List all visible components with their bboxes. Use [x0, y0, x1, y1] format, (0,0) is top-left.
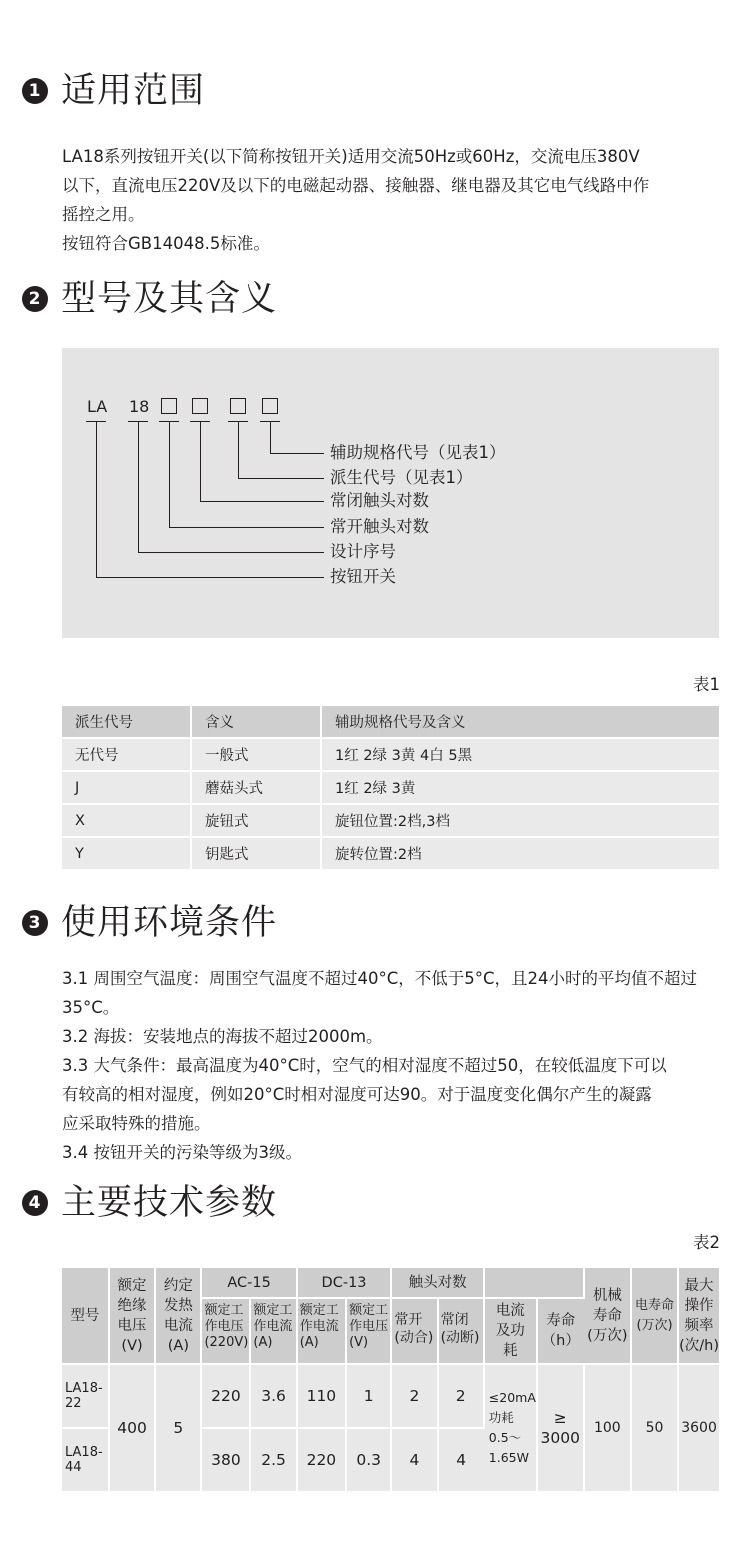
legend-no-contacts: 常开触头对数	[330, 517, 429, 536]
header-line: 电流	[495, 1303, 525, 1319]
header-line: 发热	[163, 1297, 193, 1314]
header-line: 作电流	[253, 1319, 293, 1334]
section-number-badge: 4	[22, 1190, 48, 1216]
legend-design-no: 设计序号	[330, 542, 396, 561]
table-row	[62, 738, 719, 771]
model-prefix: LA	[87, 397, 108, 416]
table-cell: J	[62, 771, 191, 804]
header-line: 额定工	[349, 1303, 389, 1318]
intro-line: 摇控之用。	[62, 205, 145, 224]
cell-line: 0.5～	[488, 1430, 522, 1445]
header-line: 常开	[394, 1312, 423, 1328]
table-row	[62, 771, 719, 804]
header-line: 额定	[117, 1277, 147, 1294]
table1	[62, 706, 719, 871]
leader-line	[138, 552, 324, 553]
header-line: 电流	[163, 1317, 193, 1334]
cell-line: ≥	[553, 1409, 567, 1427]
header-nc-contacts	[438, 1298, 484, 1364]
placeholder-box	[230, 398, 246, 414]
table-row	[62, 837, 719, 870]
header-line: 绝缘	[117, 1297, 147, 1314]
table-cell: 1红 2绿 3黄 4白 5黑	[321, 738, 719, 771]
cell-no: 4	[391, 1428, 437, 1492]
cell-nc: 4	[438, 1428, 484, 1492]
table-header-cell: 辅助规格代号及含义	[321, 706, 719, 738]
cell-model: LA18-44	[62, 1428, 109, 1492]
header-insulation-voltage	[109, 1268, 155, 1364]
leader-line	[96, 421, 97, 577]
header-line: 作电流	[299, 1319, 339, 1334]
environment-line: 3.4 按钮开关的污染等级为3级。	[62, 1143, 302, 1162]
table-header-cell: 派生代号	[62, 706, 191, 738]
header-line: 及功	[495, 1323, 525, 1339]
cell-dc-voltage: 1	[346, 1364, 391, 1428]
intro-line: 按钮符合GB14048.5标准。	[62, 234, 270, 253]
header-line: 约定	[163, 1277, 193, 1294]
leader-line	[238, 478, 324, 479]
header-line: 寿命	[546, 1313, 576, 1329]
header-ac-voltage	[201, 1298, 250, 1364]
cell-current: 5	[155, 1364, 201, 1492]
cell-elec-life: 50	[631, 1364, 678, 1492]
section-number-badge: 1	[22, 78, 48, 104]
header-line: (动断)	[440, 1330, 480, 1346]
cell-mech-life: 100	[584, 1364, 631, 1492]
placeholder-box	[161, 398, 177, 414]
cell-ac-voltage: 380	[201, 1428, 250, 1492]
cell-line: 功耗	[488, 1410, 514, 1425]
cell-nc: 2	[438, 1364, 484, 1428]
cell-dc-current: 220	[297, 1428, 346, 1492]
header-line: 频率	[684, 1317, 714, 1334]
table-cell: X	[62, 804, 191, 837]
header-line: 作电压	[349, 1319, 389, 1334]
table-cell: 蘑菇头式	[191, 771, 321, 804]
table-cell: 旋钮位置:2档,3档	[321, 804, 719, 837]
header-line: (A)	[167, 1337, 189, 1354]
header-line: (220V)	[204, 1335, 249, 1350]
header-mech-life	[584, 1268, 631, 1364]
environment-line: 3.2 海拔：安装地点的海拔不超过2000m。	[62, 1027, 383, 1046]
header-line: 电寿命	[635, 1297, 675, 1313]
cell-line: ≤20mA	[488, 1390, 536, 1405]
section-heading-3	[22, 903, 277, 943]
environment-line: 应采取特殊的措施。	[62, 1114, 211, 1133]
header-line: (V)	[121, 1337, 143, 1354]
environment-paragraph	[62, 964, 722, 1167]
table2	[62, 1268, 719, 1493]
leader-line	[200, 421, 201, 501]
section-title: 主要技术参数	[61, 1183, 278, 1223]
environment-line: 有较高的相对湿度，例如20°C时相对湿度可达90。对于温度变化偶尔产生的凝露	[62, 1085, 652, 1104]
section-title: 适用范围	[61, 71, 206, 111]
legend-nc-contacts: 常闭触头对数	[330, 491, 429, 510]
header-line: (万次)	[636, 1317, 673, 1333]
header-no-contacts	[391, 1298, 437, 1364]
header-ac-current	[250, 1298, 296, 1364]
header-contacts: 触头对数	[391, 1268, 483, 1298]
header-blank	[484, 1268, 584, 1298]
header-line: 寿命	[592, 1307, 622, 1324]
header-line: 作电压	[204, 1319, 244, 1334]
header-line: （h）	[541, 1333, 580, 1349]
leader-line	[238, 421, 239, 478]
table-header-cell: 含义	[191, 706, 321, 738]
table-cell: 一般式	[191, 738, 321, 771]
header-line: (A)	[253, 1335, 273, 1350]
leader-line	[169, 527, 324, 528]
table-header-row	[62, 1268, 719, 1298]
header-line: 额定工	[253, 1303, 293, 1318]
cell-voltage: 400	[109, 1364, 155, 1492]
header-current-power	[484, 1298, 537, 1364]
section-number-badge: 2	[22, 286, 48, 312]
header-model: 型号	[62, 1268, 109, 1364]
header-line: 最大	[684, 1277, 714, 1294]
table-cell: 1红 2绿 3黄	[321, 771, 719, 804]
cell-power	[484, 1364, 537, 1492]
table-cell: 钥匙式	[191, 837, 321, 870]
header-line: (次/h)	[679, 1337, 719, 1354]
leader-line	[96, 577, 324, 578]
header-line: (A)	[299, 1335, 319, 1350]
legend-derivative: 派生代号（见表1）	[330, 468, 473, 487]
placeholder-box	[262, 398, 278, 414]
header-line: 额定工	[299, 1303, 339, 1318]
cell-life	[537, 1364, 584, 1492]
header-dc-voltage	[346, 1298, 391, 1364]
model-code-diagram	[62, 348, 719, 638]
leader-line	[138, 421, 139, 552]
header-line: 机械	[592, 1287, 622, 1304]
section-number-badge: 3	[22, 910, 48, 936]
header-thermal-current	[155, 1268, 201, 1364]
cell-dc-voltage: 0.3	[346, 1428, 391, 1492]
header-line: (V)	[349, 1335, 369, 1350]
section-title: 型号及其含义	[61, 279, 278, 319]
intro-line: 以下，直流电压220V及以下的电磁起动器、接触器、继电器及其它电气线路中作	[62, 176, 650, 195]
header-line: 常闭	[440, 1312, 469, 1328]
placeholder-box	[192, 398, 208, 414]
cell-ac-current: 2.5	[250, 1428, 296, 1492]
legend-button-switch: 按钮开关	[330, 567, 396, 586]
section-heading-2	[22, 279, 277, 319]
header-line: (动合)	[394, 1330, 434, 1346]
header-line: 操作	[684, 1297, 714, 1314]
table2-caption: 表2	[693, 1233, 720, 1252]
table-header-row	[62, 706, 719, 738]
cell-model: LA18-22	[62, 1364, 109, 1428]
leader-line	[270, 421, 271, 453]
cell-ac-voltage: 220	[201, 1364, 250, 1428]
legend-aux-spec: 辅助规格代号（见表1）	[330, 443, 506, 462]
leader-line	[270, 453, 324, 454]
table-cell: 无代号	[62, 738, 191, 771]
cell-line: 1.65W	[488, 1450, 529, 1465]
header-line: (万次)	[587, 1327, 628, 1344]
cell-ac-current: 3.6	[250, 1364, 296, 1428]
environment-line: 3.3 大气条件：最高温度为40°C时，空气的相对湿度不超过50，在较低温度下可以	[62, 1056, 667, 1075]
table-cell: Y	[62, 837, 191, 870]
environment-line: 35°C。	[62, 998, 120, 1017]
cell-no: 2	[391, 1364, 437, 1428]
table-cell: 旋钮式	[191, 804, 321, 837]
leader-line	[200, 501, 324, 502]
table-row	[62, 1364, 719, 1428]
cell-line: 3000	[540, 1429, 580, 1447]
table-row	[62, 804, 719, 837]
header-line: 电压	[117, 1317, 147, 1334]
model-series: 18	[129, 397, 150, 416]
leader-line	[169, 421, 170, 527]
table1-caption: 表1	[693, 675, 720, 694]
table-cell: 旋转位置:2档	[321, 837, 719, 870]
section-heading-4	[22, 1183, 277, 1223]
header-line: 耗	[503, 1343, 518, 1359]
header-line: 额定工	[204, 1303, 244, 1318]
header-dc-current	[297, 1298, 346, 1364]
intro-paragraph	[62, 142, 722, 258]
header-ac15: AC-15	[201, 1268, 296, 1298]
header-elec-life	[631, 1268, 678, 1364]
header-max-frequency	[678, 1268, 719, 1364]
header-life	[537, 1298, 584, 1364]
cell-frequency: 3600	[678, 1364, 719, 1492]
header-dc13: DC-13	[297, 1268, 392, 1298]
cell-dc-current: 110	[297, 1364, 346, 1428]
section-heading-1	[22, 71, 205, 111]
intro-line: LA18系列按钮开关(以下简称按钮开关)适用交流50Hz或60Hz，交流电压380V	[62, 147, 640, 166]
environment-line: 3.1 周围空气温度：周围空气温度不超过40°C，不低于5°C，且24小时的平均值不超过	[62, 969, 698, 988]
section-title: 使用环境条件	[61, 903, 278, 943]
